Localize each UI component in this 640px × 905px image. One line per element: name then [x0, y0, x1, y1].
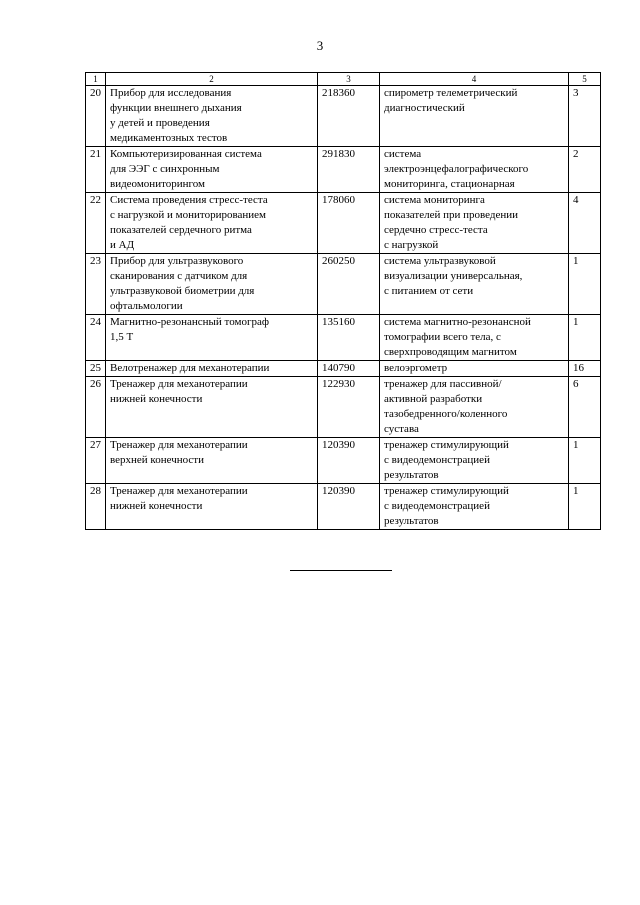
- equipment-name: Велотренажер для механотерапии: [106, 361, 318, 377]
- equipment-code: 122930: [318, 377, 380, 438]
- equipment-table: [85, 72, 601, 530]
- row-number: 20: [86, 86, 106, 147]
- end-of-document-divider: [290, 570, 392, 571]
- equipment-type: тренажер для пассивной/ активной разработки тазобедренного/коленного сустава: [380, 377, 569, 438]
- table-row: [86, 86, 601, 147]
- equipment-code: 178060: [318, 193, 380, 254]
- row-number: 23: [86, 254, 106, 315]
- equipment-quantity: 1: [569, 438, 601, 484]
- equipment-type: система магнитно-резонансной томографии всего тела, с сверхпроводящим магнитом: [380, 315, 569, 361]
- row-number: 26: [86, 377, 106, 438]
- equipment-quantity: 1: [569, 484, 601, 530]
- table-body: [86, 86, 601, 530]
- equipment-quantity: 2: [569, 147, 601, 193]
- row-number: 28: [86, 484, 106, 530]
- header-col-1: 1: [86, 73, 106, 86]
- table-row: [86, 315, 601, 361]
- equipment-type: система мониторинга показателей при проведении сердечно стресс-теста с нагрузкой: [380, 193, 569, 254]
- page-number: 3: [316, 38, 324, 53]
- equipment-quantity: 1: [569, 315, 601, 361]
- equipment-quantity: 4: [569, 193, 601, 254]
- table-row: [86, 193, 601, 254]
- table-row: [86, 361, 601, 377]
- equipment-code: 260250: [318, 254, 380, 315]
- equipment-quantity: 1: [569, 254, 601, 315]
- equipment-code: 135160: [318, 315, 380, 361]
- header-col-3: 3: [318, 73, 380, 86]
- equipment-code: 218360: [318, 86, 380, 147]
- equipment-type: велоэргометр: [380, 361, 569, 377]
- equipment-type: спирометр телеметрический диагностический: [380, 86, 569, 147]
- table-row: [86, 147, 601, 193]
- equipment-name: Компьютеризированная система для ЭЭГ с синхронным видеомониторингом: [106, 147, 318, 193]
- equipment-type: тренажер стимулирующий с видеодемонстрацией результатов: [380, 438, 569, 484]
- table-row: [86, 484, 601, 530]
- row-number: 25: [86, 361, 106, 377]
- row-number: 22: [86, 193, 106, 254]
- equipment-quantity: 3: [569, 86, 601, 147]
- header-row: [86, 73, 601, 86]
- equipment-type: система электроэнцефалографического мониторинга, стационарная: [380, 147, 569, 193]
- equipment-quantity: 16: [569, 361, 601, 377]
- equipment-type: тренажер стимулирующий с видеодемонстрацией результатов: [380, 484, 569, 530]
- table-row: [86, 438, 601, 484]
- equipment-type: система ультразвуковой визуализации универсальная, с питанием от сети: [380, 254, 569, 315]
- table-header: [86, 73, 601, 86]
- equipment-name: Тренажер для механотерапии нижней конечности: [106, 377, 318, 438]
- equipment-name: Тренажер для механотерапии верхней конечности: [106, 438, 318, 484]
- row-number: 21: [86, 147, 106, 193]
- equipment-code: 291830: [318, 147, 380, 193]
- equipment-name: Тренажер для механотерапии нижней конечности: [106, 484, 318, 530]
- equipment-name: Система проведения стресс-теста с нагрузкой и мониторированием показателей сердечного ритма и АД: [106, 193, 318, 254]
- equipment-name: Магнитно-резонансный томограф 1,5 Т: [106, 315, 318, 361]
- header-col-5: 5: [569, 73, 601, 86]
- equipment-code: 140790: [318, 361, 380, 377]
- table-row: [86, 254, 601, 315]
- table-row: [86, 377, 601, 438]
- row-number: 24: [86, 315, 106, 361]
- row-number: 27: [86, 438, 106, 484]
- equipment-name: Прибор для ультразвукового сканирования с датчиком для ультразвуковой биометрии для офтальмологии: [106, 254, 318, 315]
- equipment-quantity: 6: [569, 377, 601, 438]
- equipment-code: 120390: [318, 438, 380, 484]
- equipment-code: 120390: [318, 484, 380, 530]
- header-col-4: 4: [380, 73, 569, 86]
- header-col-2: 2: [106, 73, 318, 86]
- equipment-name: Прибор для исследования функции внешнего дыхания у детей и проведения медикаментозных тестов: [106, 86, 318, 147]
